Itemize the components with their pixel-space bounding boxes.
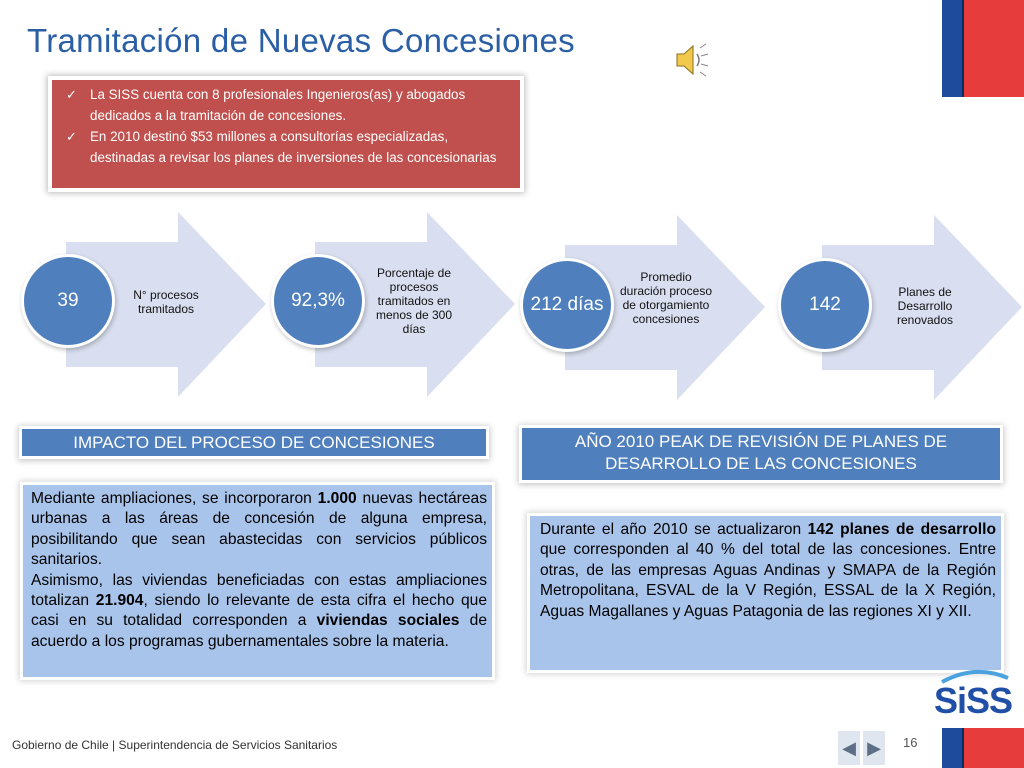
plans-value: 142 planes de desarrollo — [807, 521, 996, 538]
text-run: que corresponden al 40 % del total de las concesiones. Entre otras, de las empresas Aguas Andinas y SMAPA de la Región Metropolitana, ESVAL de la V Región, ESSAL de la X Región, Aguas Magallanes y Aguas Patagonia de las regiones XI y XII. — [540, 541, 996, 620]
logo-text: SiSS — [934, 680, 1013, 721]
step-value-1: 39 — [24, 257, 112, 345]
footer-text: Gobierno de Chile | Superintendencia de Servicios Sanitarios — [12, 738, 338, 752]
text-run: , siendo lo relevante de esta cifra el hecho que casi en su totalidad corresponden a — [31, 592, 488, 630]
peak-panel — [529, 515, 1002, 671]
social-housing-text: viviendas sociales — [316, 612, 460, 630]
text-run: Asimismo, las viviendas beneficiadas con estas ampliaciones totalizan — [31, 571, 487, 610]
notes-box — [52, 80, 520, 188]
impact-header: IMPACTO DEL PROCESO DE CONCESIONES — [22, 429, 486, 456]
text-run: Durante el año 2010 se actualizaron — [540, 521, 808, 538]
notes-bullet — [66, 84, 510, 126]
peak-header — [522, 428, 1000, 480]
notes-bullet-text: En 2010 destinó $53 millones a consultorías especializadas, destinadas a revisar los planes de inversiones de las concesionarias — [90, 129, 497, 165]
impact-paragraph-2 — [31, 571, 487, 653]
prev-slide-button[interactable]: ◀ — [838, 731, 860, 765]
housing-value: 21.904 — [95, 592, 144, 610]
text-run: nuevas hectáreas urbanas a las áreas de concesión de alguna empresa, posibilitando que sean abastecidas con servicios públicos sanitarios. — [31, 490, 487, 569]
check-icon: ✓ — [66, 87, 77, 102]
peak-header-text: AÑO 2010 PEAK DE REVISIÓN DE PLANES DE DESARROLLO DE LAS CONCESIONES — [574, 432, 948, 473]
impact-panel — [22, 484, 493, 678]
siss-logo — [934, 680, 1012, 722]
step-label-1: N° procesos tramitados — [133, 288, 199, 316]
speaker-icon[interactable] — [673, 40, 713, 80]
step-label-2: Porcentaje de procesos tramitados en menos de 300 días — [375, 266, 453, 336]
notes-bullet — [66, 126, 510, 168]
flag-decoration-bottom — [942, 728, 1024, 768]
notes-bullet-text: La SISS cuenta con 8 profesionales Ingenieros(as) y abogados dedicados a la tramitación de concesiones. — [90, 87, 466, 123]
slide-title: Tramitación de Nuevas Concesiones — [27, 22, 575, 59]
peak-paragraph — [540, 520, 996, 622]
page-number: 16 — [903, 735, 918, 750]
step-label-4: Planes de Desarrollo renovados — [896, 285, 954, 327]
logo-swoosh — [940, 668, 1010, 684]
step-value-4: 142 — [781, 261, 869, 349]
step-value-3: 212 días — [523, 261, 611, 349]
step-label-3: Promedio duración proceso de otorgamiento concesiones — [619, 270, 713, 326]
flag-decoration-top — [942, 0, 1024, 97]
impact-paragraph-1 — [31, 489, 487, 571]
text-run: Mediante ampliaciones, se incorporaron — [31, 490, 318, 507]
text-run: de acuerdo a los programas gubernamentales sobre la materia. — [31, 612, 487, 650]
next-slide-button[interactable]: ▶ — [863, 731, 885, 765]
step-value-2: 92,3% — [274, 257, 362, 345]
check-icon: ✓ — [66, 129, 77, 144]
hectares-value: 1.000 — [317, 490, 357, 507]
